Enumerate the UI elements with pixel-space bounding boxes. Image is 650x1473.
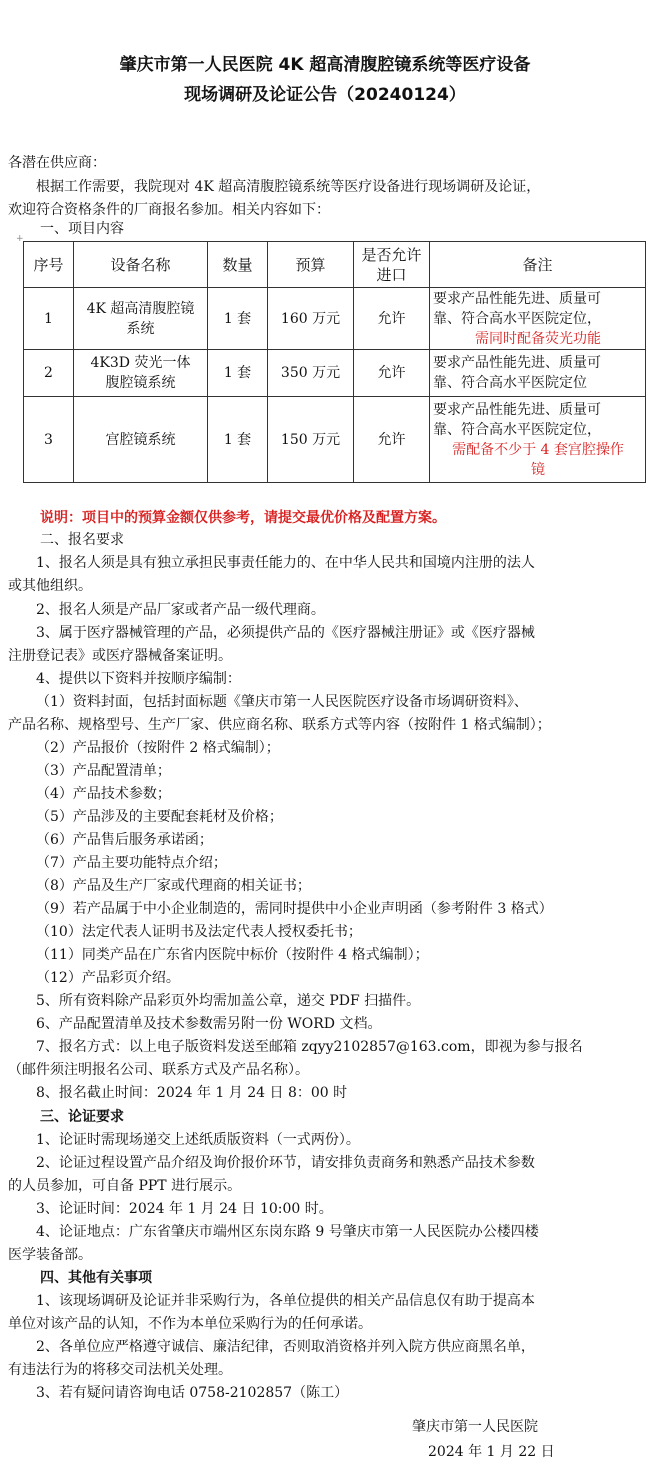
req-item2: 2、报名人须是产品厂家或者产品一级代理商。 — [36, 602, 325, 618]
req-item6: 6、产品配置清单及技术参数需另附一份 WORD 文档。 — [36, 1016, 382, 1032]
demo-item3: 3、论证时间：2024 年 1 月 24 日 10:00 时。 — [36, 1201, 333, 1217]
other-item1-line2: 单位对该产品的认知，不作为本单位采购行为的任何承诺。 — [8, 1316, 372, 1332]
cell-qty: 1 套 — [208, 350, 268, 397]
header-qty: 数量 — [208, 242, 268, 288]
cell-qty: 1 套 — [208, 397, 268, 483]
signature-date: 2024 年 1 月 22 日 — [428, 1444, 555, 1460]
anchor-mark-icon: + — [16, 234, 24, 244]
intro-paragraph-line2: 欢迎符合资格条件的厂商报名参加。相关内容如下： — [8, 202, 330, 218]
cell-remark: 要求产品性能先进、质量可 靠、符合高水平医院定位， 需配备不少于 4 套宫腔操作 镜 — [430, 397, 646, 483]
cell-remark: 要求产品性能先进、质量可 靠、符合高水平医院定位 — [430, 350, 646, 397]
req-sub2: （2）产品报价（按附件 2 格式编制）； — [36, 740, 280, 756]
req-sub1-line1: （1）资料封面，包括封面标题《肇庆市第一人民医院医疗设备市场调研资料》、 — [36, 694, 528, 710]
cell-import: 允许 — [354, 397, 430, 483]
cell-no: 1 — [24, 288, 74, 350]
header-remark: 备注 — [430, 242, 646, 288]
cell-remark: 要求产品性能先进、质量可 靠、符合高水平医院定位， 需同时配备荧光功能 — [430, 288, 646, 350]
req-sub1-line2: 产品名称、规格型号、生产厂家、供应商名称、联系方式等内容（按附件 1 格式编制）； — [8, 717, 551, 733]
salutation: 各潜在供应商： — [8, 155, 106, 171]
demo-item2-line1: 2、论证过程设置产品介绍及询价报价环节，请安排负责商务和熟悉产品技术参数 — [36, 1155, 535, 1171]
other-item2-line1: 2、各单位应严格遵守诚信、廉洁纪律，否则取消资格并列入院方供应商黑名单， — [36, 1339, 535, 1355]
req-item3-line2: 注册登记表》或医疗器械备案证明。 — [8, 648, 232, 664]
cell-budget: 350 万元 — [268, 350, 354, 397]
project-table — [23, 241, 646, 483]
cell-no: 2 — [24, 350, 74, 397]
header-name: 设备名称 — [74, 242, 208, 288]
req-item1-line1: 1、报名人须是具有独立承担民事责任能力的、在中华人民共和国境内注册的法人 — [36, 555, 535, 571]
section4-heading: 四、其他有关事项 — [40, 1270, 152, 1286]
table-row — [24, 288, 646, 350]
req-sub9: （9）若产品属于中小企业制造的，需同时提供中小企业声明函（参考附件 3 格式） — [36, 901, 553, 917]
table-header-row — [24, 242, 646, 288]
cell-import: 允许 — [354, 350, 430, 397]
intro-paragraph-line1: 根据工作需要，我院现对 4K 超高清腹腔镜系统等医疗设备进行现场调研及论证， — [36, 179, 541, 195]
req-sub7: （7）产品主要功能特点介绍； — [36, 855, 227, 871]
signature-org: 肇庆市第一人民医院 — [412, 1419, 538, 1435]
section3-heading: 三、论证要求 — [40, 1109, 124, 1125]
req-item8: 8、报名截止时间：2024 年 1 月 24 日 8：00 时 — [36, 1085, 348, 1101]
req-sub4: （4）产品技术参数； — [36, 786, 171, 802]
doc-title-line2: 现场调研及论证公告（20240124） — [184, 85, 466, 105]
cell-name: 4K3D 荧光一体 腹腔镜系统 — [74, 350, 208, 397]
header-budget: 预算 — [268, 242, 354, 288]
demo-item4-line2: 医学装备部。 — [8, 1247, 92, 1263]
cell-no: 3 — [24, 397, 74, 483]
req-item7-line1: 7、报名方式：以上电子版资料发送至邮箱 zqyy2102857@163.com，即视为参与报名 — [36, 1039, 583, 1055]
req-sub6: （6）产品售后服务承诺函； — [36, 832, 213, 848]
req-item5: 5、所有资料除产品彩页外均需加盖公章，递交 PDF 扫描件。 — [36, 993, 421, 1009]
table-row — [24, 397, 646, 483]
req-item7-line2: （邮件须注明报名公司、联系方式及产品名称）。 — [8, 1062, 309, 1078]
budget-notice: 说明：项目中的预算金额仅供参考，请提交最优价格及配置方案。 — [40, 510, 446, 526]
section2-heading: 二、报名要求 — [40, 532, 124, 548]
req-sub11: （11）同类产品在广东省内医院中标价（按附件 4 格式编制）； — [36, 947, 429, 963]
demo-item4-line1: 4、论证地点：广东省肇庆市端州区东岗东路 9 号肇庆市第一人民医院办公楼四楼 — [36, 1224, 539, 1240]
req-item4: 4、提供以下资料并按顺序编制： — [36, 671, 241, 687]
req-sub5: （5）产品涉及的主要配套耗材及价格； — [36, 809, 283, 825]
demo-item2-line2: 的人员参加，可自备 PPT 进行展示。 — [8, 1178, 242, 1194]
req-item3-line1: 3、属于医疗器械管理的产品，必须提供产品的《医疗器械注册证》或《医疗器械 — [36, 625, 535, 641]
cell-qty: 1 套 — [208, 288, 268, 350]
other-item1-line1: 1、该现场调研及论证并非采购行为，各单位提供的相关产品信息仅有助于提高本 — [36, 1293, 535, 1309]
cell-name: 宫腔镜系统 — [74, 397, 208, 483]
cell-budget: 150 万元 — [268, 397, 354, 483]
other-item2-line2: 有违法行为的将移交司法机关处理。 — [8, 1362, 232, 1378]
cell-import: 允许 — [354, 288, 430, 350]
req-sub12: （12）产品彩页介绍。 — [36, 970, 180, 986]
req-sub10: （10）法定代表人证明书及法定代表人授权委托书； — [36, 924, 362, 940]
req-sub3: （3）产品配置清单； — [36, 763, 171, 779]
demo-item1: 1、论证时需现场递交上述纸质版资料（一式两份）。 — [36, 1132, 360, 1148]
req-item1-line2: 或其他组织。 — [8, 578, 92, 594]
header-no: 序号 — [24, 242, 74, 288]
req-sub8: （8）产品及生产厂家或代理商的相关证书； — [36, 878, 311, 894]
header-import: 是否允许 进口 — [354, 242, 430, 288]
other-item3: 3、若有疑问请咨询电话 0758-2102857（陈工） — [36, 1385, 349, 1401]
table-row — [24, 350, 646, 397]
cell-budget: 160 万元 — [268, 288, 354, 350]
section1-heading: 一、项目内容 — [40, 221, 124, 237]
doc-title-line1: 肇庆市第一人民医院 4K 超高清腹腔镜系统等医疗设备 — [119, 55, 531, 75]
cell-name: 4K 超高清腹腔镜 系统 — [74, 288, 208, 350]
